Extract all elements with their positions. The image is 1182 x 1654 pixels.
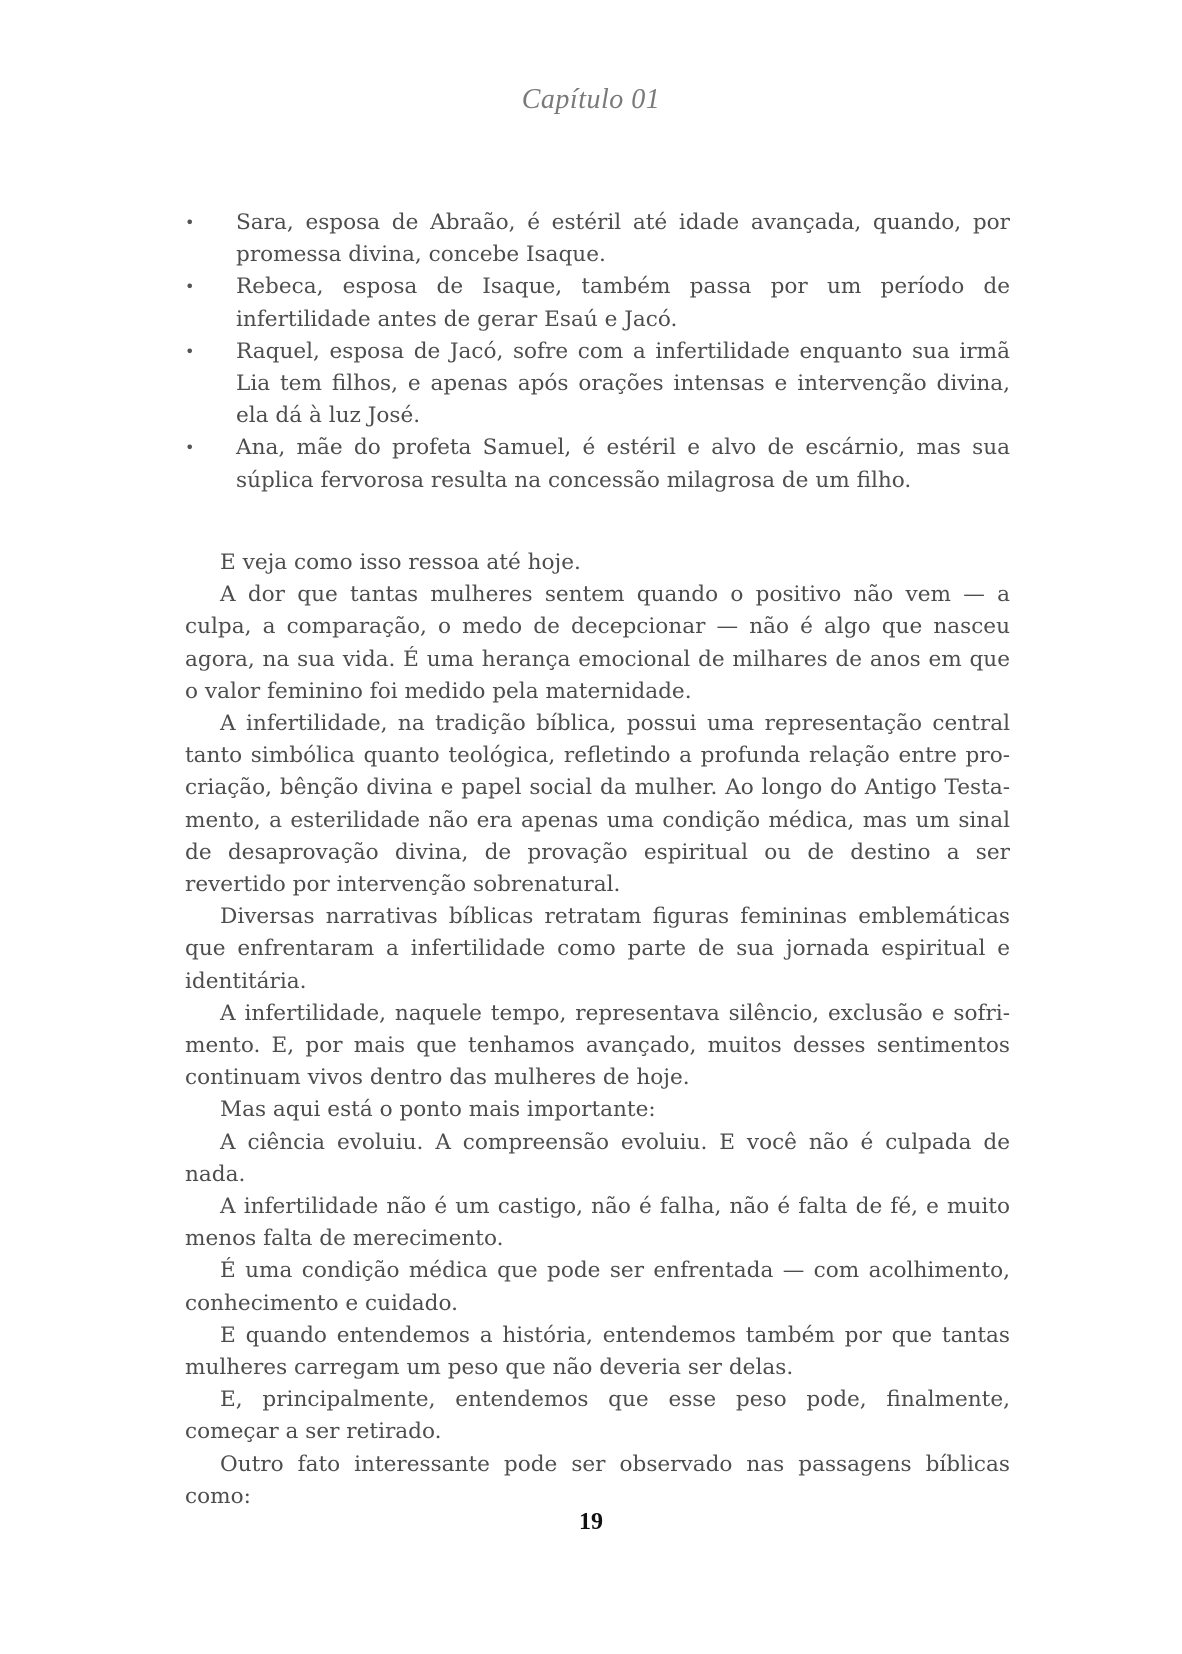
paragraph: E veja como isso ressoa até hoje. <box>220 550 581 575</box>
bullet-icon: • <box>185 341 195 361</box>
paragraph: Outro fato interessante pode ser observado nas passagens bíblicas como: <box>185 1451 1010 1509</box>
running-head: Capítulo 01 <box>521 84 661 115</box>
paragraph: A ciência evoluiu. A compreensão evoluiu. E você não é culpada de nada. <box>185 1129 1010 1187</box>
bullet-text: Sara, esposa de Abraão, é estéril até idade avançada, quando, por promessa divina, concebe Isaque. <box>236 210 1010 268</box>
bullet-text: Ana, mãe do profeta Samuel, é estéril e alvo de escárnio, mas sua súplica fervorosa resulta na concessão milagrosa de um filho. <box>236 435 1010 493</box>
bullet-item <box>185 432 1010 496</box>
bullet-text: Raquel, esposa de Jacó, sofre com a infertilidade enquanto sua irmã Lia tem filhos, e apenas após orações intensas e intervenção divina, ela dá à luz José. <box>236 338 1010 429</box>
bullet-item <box>185 336 1010 433</box>
bullet-text: Rebeca, esposa de Isaque, também passa por um período de infertilidade antes de gerar Esaú e Jacó. <box>236 274 1010 332</box>
bullet-icon: • <box>185 277 195 297</box>
paragraph: A infertilidade, naquele tempo, representava silêncio, exclusão e sofrimento. E, por mais que tenhamos avançado, muitos desses sentimentos continuam vivos dentro das mulheres de hoje. <box>185 1000 1010 1091</box>
paragraph: Mas aqui está o ponto mais importante: <box>220 1097 656 1123</box>
paragraph: A dor que tantas mulheres sentem quando o positivo não vem — a culpa, a comparação, o medo de decepcionar — não é algo que nasceu agora, na sua vida. É uma herança emocional de milhares de anos em que o valor feminino foi medido pela maternidade. <box>185 582 1010 704</box>
paragraph: A infertilidade, na tradição bíblica, possui uma representação central tanto simbólica quanto teológica, refletindo a profunda relação entre procriação, bênção divina e papel social da mulher. Ao longo do Antigo Testamento, a esterilidade não era apenas uma condição médica, mas um sinal de desaprovação divina, de provação espiritual ou de destino a ser revertido por intervenção sobrenatural. <box>185 711 1010 898</box>
bullet-icon: • <box>185 438 195 458</box>
body-text <box>185 547 1010 1513</box>
bullet-list <box>185 207 1010 497</box>
page-number: 19 <box>579 1509 603 1535</box>
bullet-item <box>185 271 1010 335</box>
paragraph: E quando entendemos a história, entendemos também por que tantas mulheres carregam um peso que não deveria ser delas. <box>185 1322 1010 1381</box>
paragraph: Diversas narrativas bíblicas retratam figuras femininas emblemáticas que enfrentaram a infertilidade como parte de sua jornada espiritual e identitária. <box>185 904 1010 994</box>
bullet-icon: • <box>185 213 195 232</box>
paragraph: A infertilidade não é um castigo, não é falha, não é falta de fé, e muito menos falta de merecimento. <box>185 1194 1010 1252</box>
paragraph: É uma condição médica que pode ser enfrentada — com acolhimento, conhecimento e cuidado. <box>185 1258 1010 1316</box>
bullet-item <box>185 207 1010 271</box>
paragraph: E, principalmente, entendemos que esse peso pode, finalmente, começar a ser retirado. <box>185 1387 1010 1445</box>
